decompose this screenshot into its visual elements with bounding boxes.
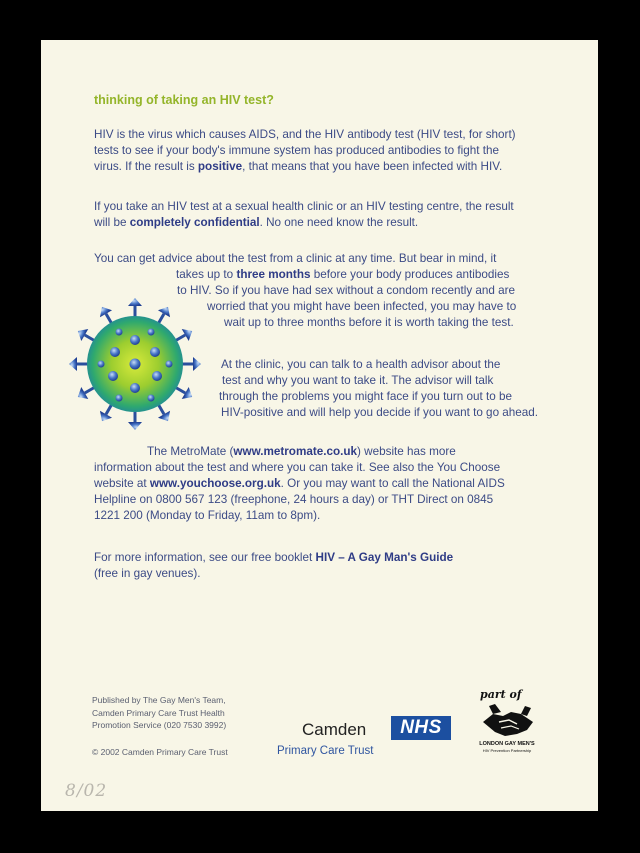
virus-illustration — [57, 290, 213, 438]
confidential-paragraph: If you take an HIV test at a sexual health clinic or an HIV testing centre, the result will be completely confidential. No one need know the result. — [94, 200, 514, 229]
publisher-info: Published by The Gay Men's Team, Camden Primary Care Trust Health Promotion Service (020 7530 3992) — [92, 695, 227, 730]
confidential-emphasis: completely confidential — [129, 216, 260, 229]
primary-care-trust-label: Primary Care Trust — [277, 745, 374, 757]
advice-paragraph: You can get advice about the test from a clinic at any time. But bear in mind, it takes up to three months before your body produces antibodies to HIV. So if you have had sex without a condom recently and are worried that you might have been infected, you may have to wait up to three months before it is worth taking the test. — [94, 252, 517, 329]
clinic-paragraph: At the clinic, you can talk to a health advisor about the test and why you want to take it. The advisor will talk through the problems you might face if you turn out to be HIV-positive and will help you decide if you want to go ahead. — [219, 358, 539, 419]
booklet-title: HIV – A Gay Man's Guide — [315, 551, 454, 564]
copyright-notice: © 2002 Camden Primary Care Trust — [92, 747, 228, 757]
leaflet-page — [41, 40, 598, 811]
youchoose-link[interactable]: www.youchoose.org.uk — [149, 477, 281, 490]
booklet-paragraph: For more information, see our free booklet HIV – A Gay Man's Guide (free in gay venues). — [94, 551, 454, 580]
intro-paragraph: HIV is the virus which causes AIDS, and the HIV antibody test (HIV test, for short) tests to see if your body's immune system has produced antibodies to fight the virus. If the result is positive, that means that you have been infected with HIV. — [94, 128, 516, 173]
lgm-subtitle: HIV Prevention Partnership — [482, 748, 532, 753]
part-of-label: part of — [480, 688, 522, 701]
camden-logo-text: Camden — [302, 720, 367, 739]
nhs-logo: NHS — [391, 716, 451, 740]
handwritten-date: 8/02 — [65, 781, 108, 801]
handshake-icon — [481, 700, 535, 740]
metromate-link[interactable]: www.metromate.co.uk — [233, 445, 358, 458]
websites-paragraph: The MetroMate (www.metromate.co.uk) website has more information about the test and where you can take it. See also the You Choose website at www.youchoose.org.uk. Or you may want to call the National AIDS Helpline on 0800 567 123 (freephone, 24 hours a day) or THT Direct on 0845 1221 200 (Monday to Friday, 11am to 8pm). — [94, 445, 505, 522]
lgm-title: LONDON GAY MEN'S — [479, 741, 535, 747]
positive-emphasis: positive — [197, 160, 243, 173]
page-heading: thinking of taking an HIV test? — [94, 93, 274, 107]
three-months-emphasis: three months — [236, 268, 311, 281]
